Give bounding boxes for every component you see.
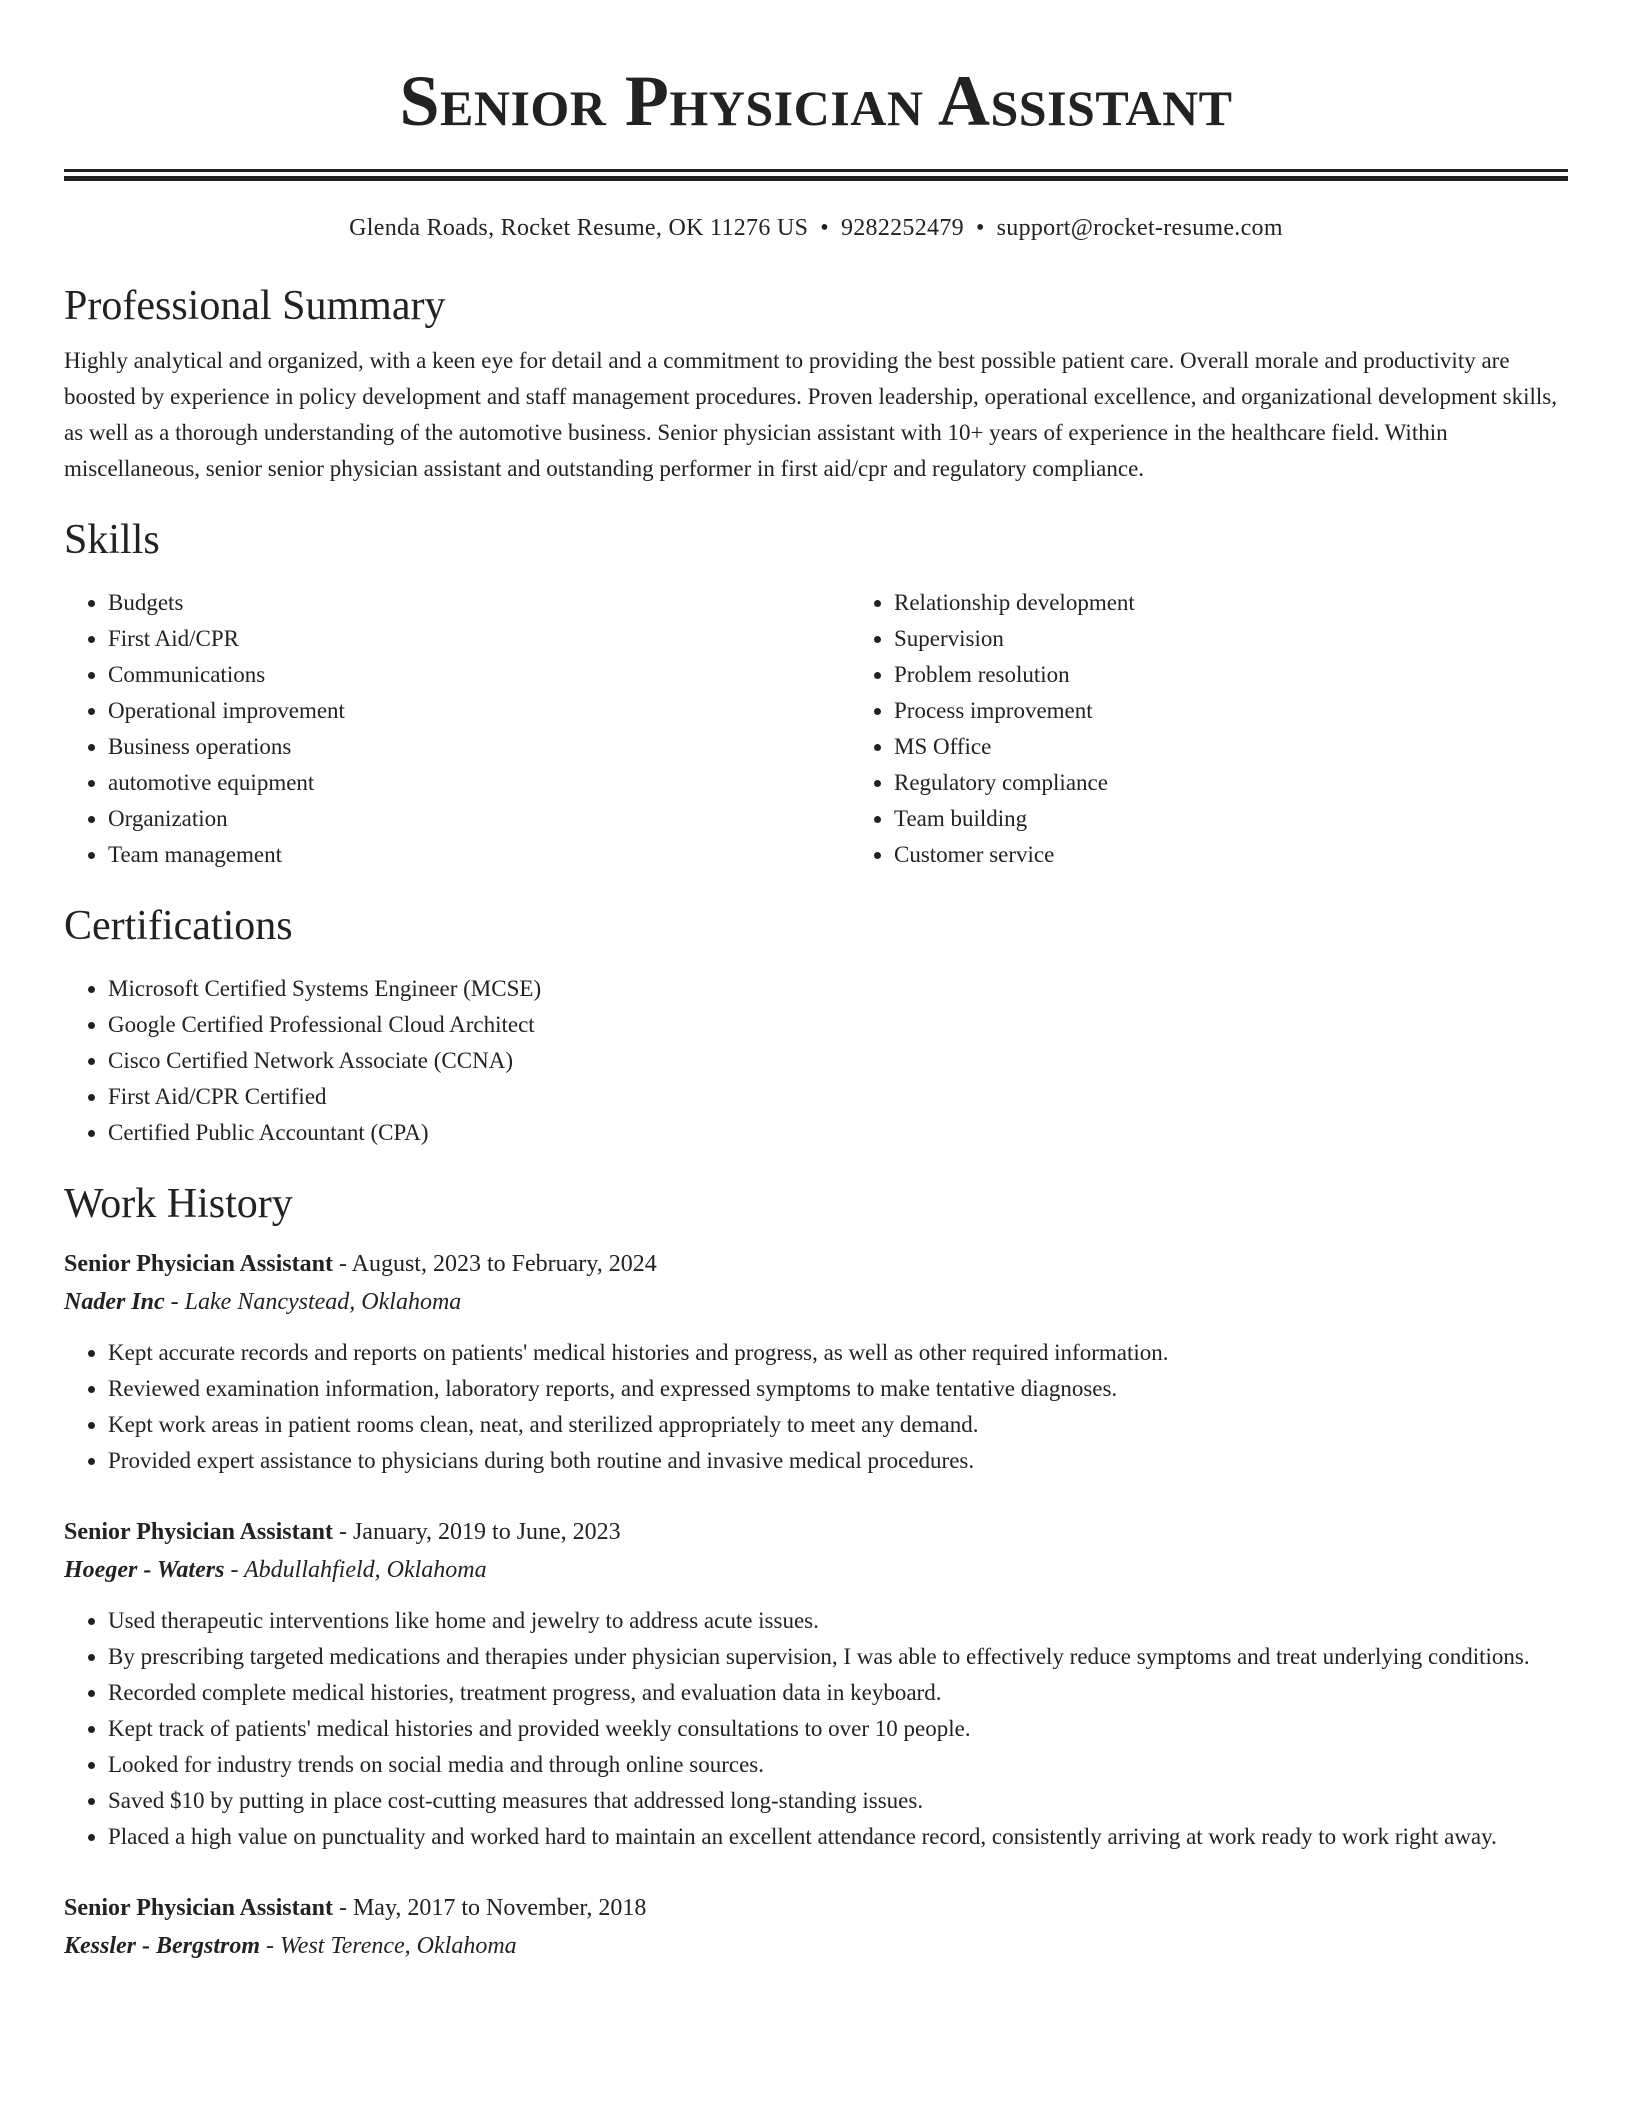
contact-address: Glenda Roads, Rocket Resume, OK 11276 US: [349, 215, 809, 241]
job-title: Senior Physician Assistant: [64, 1519, 333, 1545]
job-dates: - January, 2019 to June, 2023: [332, 1519, 621, 1545]
job-company: Hoeger - Waters: [64, 1557, 225, 1583]
skill-item: • Supervision: [894, 621, 1135, 657]
job-company-line: [64, 1283, 1568, 1321]
certifications-list: [64, 971, 1568, 1151]
skill-item: • Relationship development: [894, 585, 1135, 621]
contact-line: [64, 213, 1568, 243]
job-title-line: [64, 1245, 1568, 1283]
job-entry: [64, 1889, 1568, 1965]
certification-item: • Microsoft Certified Systems Engineer (MCSE): [108, 971, 1568, 1007]
job-bullet: • Recorded complete medical histories, treatment progress, and evaluation data in keyboard.: [108, 1675, 1568, 1711]
skill-item: • Business operations: [108, 729, 850, 765]
summary-heading: Professional Summary: [64, 283, 446, 329]
skills-list-right: [850, 585, 1135, 873]
resume-title: Senior Physician Assistant: [399, 61, 1233, 141]
skill-item: • Operational improvement: [108, 693, 850, 729]
certifications-heading: Certifications: [64, 903, 293, 949]
job-bullets: [64, 1335, 1568, 1479]
contact-separator: •: [820, 215, 829, 241]
job-title: Senior Physician Assistant: [64, 1895, 333, 1921]
skill-item: • Customer service: [894, 837, 1135, 873]
job-dates: - August, 2023 to February, 2024: [332, 1251, 657, 1277]
job-bullet: • Used therapeutic interventions like home and jewelry to address acute issues.: [108, 1603, 1568, 1639]
job-bullet: • By prescribing targeted medications and therapies under physician supervision, I was able to effectively reduce symptoms and treat underlying conditions.: [108, 1639, 1568, 1675]
job-bullet: • Looked for industry trends on social media and through online sources.: [108, 1747, 1568, 1783]
certification-item: • First Aid/CPR Certified: [108, 1079, 1568, 1115]
skill-item: • automotive equipment: [108, 765, 850, 801]
job-bullet: • Provided expert assistance to physicians during both routine and invasive medical procedures.: [108, 1443, 1568, 1479]
job-bullet: • Kept accurate records and reports on patients' medical histories and progress, as well as other required information.: [108, 1335, 1568, 1371]
job-bullet: • Reviewed examination information, laboratory reports, and expressed symptoms to make tentative diagnoses.: [108, 1371, 1568, 1407]
certification-item: • Certified Public Accountant (CPA): [108, 1115, 1568, 1151]
job-title: Senior Physician Assistant: [64, 1251, 333, 1277]
job-location: - Lake Nancystead, Oklahoma: [164, 1289, 462, 1315]
skill-item: • MS Office: [894, 729, 1135, 765]
skill-item: • Process improvement: [894, 693, 1135, 729]
job-company-line: [64, 1927, 1568, 1965]
job-location: - Abdullahfield, Oklahoma: [224, 1557, 487, 1583]
job-company-line: [64, 1551, 1568, 1589]
job-bullet: • Saved $10 by putting in place cost-cutting measures that addressed long-standing issues.: [108, 1783, 1568, 1819]
job-title-line: [64, 1513, 1568, 1551]
job-dates: - May, 2017 to November, 2018: [332, 1895, 647, 1921]
job-bullet: • Placed a high value on punctuality and worked hard to maintain an excellent attendance record, consistently arriving at work ready to work right away.: [108, 1819, 1568, 1855]
skill-item: • Organization: [108, 801, 850, 837]
skill-item: • First Aid/CPR: [108, 621, 850, 657]
skill-item: • Team building: [894, 801, 1135, 837]
skill-item: • Communications: [108, 657, 850, 693]
work-history-heading: Work History: [64, 1181, 293, 1227]
certification-item: • Google Certified Professional Cloud Architect: [108, 1007, 1568, 1043]
skill-item: • Team management: [108, 837, 850, 873]
job-bullet: • Kept track of patients' medical histories and provided weekly consultations to over 10 people.: [108, 1711, 1568, 1747]
job-title-line: [64, 1889, 1568, 1927]
job-company: Kessler - Bergstrom: [64, 1933, 261, 1959]
job-location: - West Terence, Oklahoma: [260, 1933, 517, 1959]
certification-item: • Cisco Certified Network Associate (CCNA): [108, 1043, 1568, 1079]
contact-email: support@rocket-resume.com: [996, 215, 1283, 241]
skill-item: • Regulatory compliance: [894, 765, 1135, 801]
skill-item: • Problem resolution: [894, 657, 1135, 693]
job-entry: [64, 1245, 1568, 1479]
skills-columns: [64, 585, 1568, 873]
contact-phone: 9282252479: [840, 215, 964, 241]
title-divider: [64, 169, 1568, 181]
skill-item: • Budgets: [108, 585, 850, 621]
skills-heading: Skills: [64, 517, 160, 563]
skills-list-left: [64, 585, 850, 873]
job-bullets: [64, 1603, 1568, 1855]
summary-text: Highly analytical and organized, with a keen eye for detail and a commitment to providing the best possible patient care. Overall morale and productivity are boosted by experience in policy development and staff management procedures. Proven leadership, operational excellence, and organizational development skills, as well as a thorough understanding of the automotive business. Senior physician assistant with 10+ years of experience in the healthcare field. Within miscellaneous, senior senior physician assistant and outstanding performer in first aid/cpr and regulatory compliance.: [64, 348, 1558, 481]
contact-separator: •: [975, 215, 985, 241]
job-entry: [64, 1513, 1568, 1855]
job-company: Nader Inc: [64, 1289, 165, 1315]
job-bullet: • Kept work areas in patient rooms clean, neat, and sterilized appropriately to meet any demand.: [108, 1407, 1568, 1443]
